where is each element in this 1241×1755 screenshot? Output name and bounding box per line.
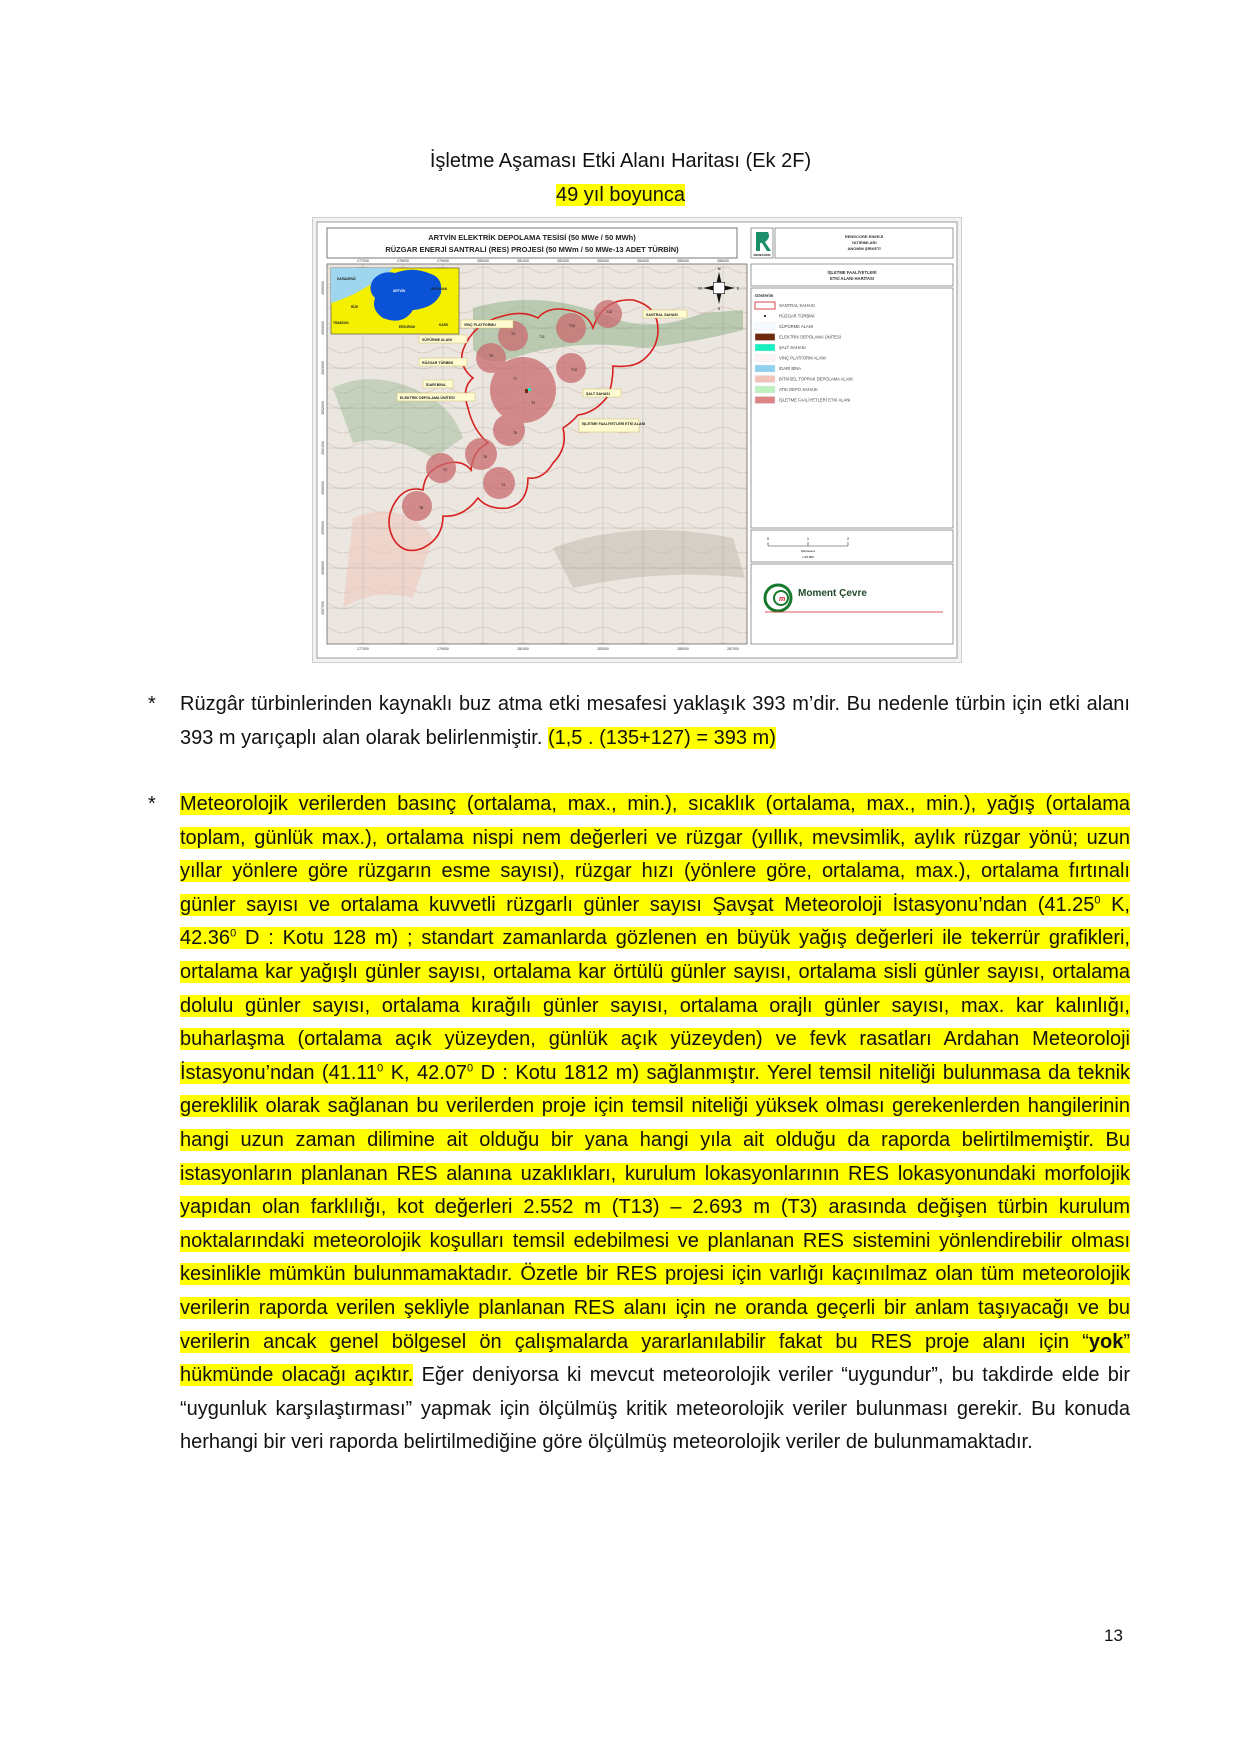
y-tick: 4561000 [321, 441, 325, 455]
y-tick: 4557000 [321, 601, 325, 615]
highlighted-text: D : Kotu 1812 m) sağlanmıştır. Yerel temsil niteliği bulunmasa da teknik gereklilik olarak sağlanan bu verilerden proje için temsil niteliği yüksek olması gerekenlerden hangilerinin hangi uzun zaman dilimine ait olduğu bir yana hangi yıla ait olduğu da raporda belirtilmemiştir. Bu istasyonların planlanan RES alanına uzaklıkları, kurulum lokasyonlarının RES lokasyonundaki morfolojik yapıdan olan farklılığı, kot değerleri 2.552 m (T13) – 2.693 m (T3) arasında değişen türbin kurulum noktalarındaki meteorolojik koşulları temsil edebilmesi ve planlanan RES sistemini yönlendirebilir olması kesinlikle mümkün bulunmamaktadır. Özetle bir RES projesi için varlığı kaçınılmaz olan tüm meteorolojik verilerin raporda verilen şekliyle planlanan RES alanı için ne oranda geçerli bir anlam taşıyacağı ve bu verilerin ancak genel bölgesel ön çalışmalarda yararlanılabilir fakat bu RES proje alanı için “ [180, 1061, 1131, 1353]
legend-item [755, 376, 853, 383]
map-title-box [751, 264, 953, 286]
bullet-marker: * [148, 793, 156, 815]
paragraph-ice-throw [180, 688, 1130, 755]
x-tick: 278000 [397, 259, 409, 263]
company-name-line: RENECORE ENERJİ [844, 234, 884, 239]
inset-label: KARS [439, 323, 449, 327]
callout-label: İŞLETME FAALİYETLERİ ETKİ ALANI [582, 422, 646, 426]
paragraph-text: Rüzgâr türbinlerinden kaynaklı buz atma etki mesafesi yaklaşık 393 m’dir. Bu nedenle türbin için etki alanı 393 m yarıçaplı alan olarak belirlenmiştir. [180, 693, 1130, 749]
turbine-label: T1 [511, 332, 516, 336]
x-tick: 284000 [637, 259, 649, 263]
legend-label: SÜPÜRME ALANI [779, 324, 813, 329]
plain-text: Eğer deniyorsa ki mevcut meteorolojik veriler “uygundur”, bu takdirde elde bir “uygunluk karşılaştırması” yapmak için ölçülmüş kritik meteorolojik veriler bulunması gerekir. Bu konuda herhangi bir veri raporda belirtilmediğine göre ölçülmüş meteorolojik veriler de bulunmamaktadır. [180, 1364, 1130, 1454]
legend-label: ATIK DEPO SAHASI [779, 387, 818, 392]
scale-unit: Kilometers [800, 549, 816, 553]
highlighted-text: K, 42.36 [180, 893, 1130, 950]
legend-swatch [755, 302, 775, 309]
degree-sup: 0 [467, 1062, 474, 1075]
x-tick: 283000 [597, 259, 609, 263]
turbine-label: T8 [419, 506, 424, 510]
location-inset-map [331, 268, 459, 334]
highlighted-text: ” hükmünde olacağı açıktır. [180, 1330, 1130, 1387]
legend-label: RÜZGAR TÜRBİNİ [779, 313, 815, 319]
company-logo-text: RENECORE [753, 253, 771, 257]
page-number: 13 [1104, 1626, 1123, 1645]
inset-label: ARTVİN [393, 289, 405, 293]
x-tick: 280000 [477, 259, 489, 263]
paragraph-meteorology [180, 788, 1130, 1460]
highlighted-text: Meteorolojik verilerden basınç (ortalama, max., min.), sıcaklık (ortalama, max., min.), yağış (ortalama toplam, günlük max.), ortalama nispi nem değerleri ve rüzgar (yıllık, mevsimlik, aylık rüzgar yönü; uzun yıllar yönlere göre rüzgarın esme sayısı), rüzgar hızı (yönlere göre, ortalama, max.), ortalama fırtınalı günler sayısı ve ortalama kuvvetli rüzgarlı günler sayısı Şavşat Meteoroloji İstasyonu’ndan (41.25 [180, 793, 1130, 916]
x-tick: 277000 [357, 647, 369, 651]
callout-label: İDARİ BİNA [426, 383, 446, 387]
legend-swatch [755, 323, 775, 330]
inset-label: RİZE [351, 305, 359, 309]
degree-sup: 0 [377, 1062, 384, 1075]
legend-swatch [755, 344, 775, 351]
turbine-label: T10 [571, 368, 578, 372]
consultant-name: Moment Çevre [798, 588, 867, 599]
impact-circle [465, 438, 497, 470]
superscript-degree [1094, 894, 1100, 916]
legend-item [755, 397, 850, 404]
compass-e: E [736, 285, 740, 291]
inset-label: ERZURUM [399, 325, 415, 329]
x-tick: 277000 [357, 259, 369, 263]
highlighted-text: K, 42.07 [383, 1061, 468, 1084]
x-tick: 279000 [437, 259, 449, 263]
legend-label: BİTKİSEL TOPRAK DEPOLAMA ALANI [779, 376, 853, 382]
legend-item [755, 302, 815, 309]
callout-label: SÜPÜRME ALANI [422, 338, 452, 342]
legend-swatch [755, 334, 775, 341]
y-tick: 4560000 [321, 481, 325, 495]
legend-swatch [764, 315, 766, 317]
x-tick: 285000 [677, 259, 689, 263]
scale-tick: 1 [807, 537, 809, 541]
callout-label: VİNÇ PLATFORMU [464, 323, 496, 327]
y-tick: 4564000 [321, 321, 325, 335]
legend-item [755, 365, 801, 372]
x-tick: 287000 [727, 647, 739, 651]
switchyard-marker [528, 388, 531, 391]
turbine-label: T2 [443, 468, 448, 472]
impact-circle [402, 491, 432, 521]
legend-swatch [755, 397, 775, 404]
callout-label: RÜZGAR TÜRBİNİ [422, 361, 453, 365]
impact-circle [490, 357, 556, 423]
map-title-line: ETKİ ALANI HARİTASI [830, 276, 874, 281]
callout-label: SANTRAL SAHASI [646, 313, 678, 317]
turbine-label: T12 [569, 324, 576, 328]
compass-w: W [698, 285, 702, 291]
degree-sup: 0 [230, 927, 237, 940]
legend-label: İŞLETME FAALİYETLERİ ETKİ ALANI [779, 397, 851, 403]
impact-circle [426, 453, 456, 483]
turbine-label: T7 [513, 377, 518, 381]
turbine-label: T3 [531, 401, 536, 405]
inset-label: TRABZON [333, 321, 349, 325]
legend-swatch [755, 365, 775, 372]
x-tick: 279000 [437, 647, 449, 651]
turbine-label: T13 [606, 310, 613, 314]
compass-s: S [717, 306, 721, 311]
legend-swatch [755, 386, 775, 393]
legend-item [755, 323, 813, 330]
legend-title: Gösterim [755, 293, 774, 298]
legend-item [755, 386, 818, 393]
scale-tick: 2 [847, 537, 849, 541]
company-name-line: ANONİM ŞİRKETİ [847, 246, 881, 251]
map-title-line: İŞLETME FAALİYETLERİ [827, 270, 877, 275]
legend-item [755, 344, 806, 351]
inset-label: KARADENİZ [337, 277, 356, 281]
turbine-label: T4 [501, 483, 506, 487]
legend-label: İDARİ BİNA [779, 366, 802, 371]
y-tick: 4563000 [321, 361, 325, 375]
callout-label: ELEKTRİK DEPOLAMA ÜNİTESİ [400, 396, 455, 400]
legend-label: VİNÇ PLATFORM ALANI [779, 355, 826, 361]
x-tick: 286000 [717, 259, 729, 263]
y-tick: 4559000 [321, 521, 325, 535]
impact-circle [483, 467, 515, 499]
bold-word: yok [1088, 1330, 1124, 1353]
compass-n: N [717, 266, 721, 271]
legend-label: ELEKTRİK DEPOLAMA ÜNİTESİ [779, 334, 842, 340]
map-caption-subtitle [0, 184, 1241, 207]
storage-unit-marker [525, 389, 528, 393]
turbine-label: T9 [489, 354, 494, 358]
scale-ratio: 1:25.000 [802, 555, 814, 559]
x-tick: 281000 [517, 259, 529, 263]
bullet-marker: * [148, 693, 156, 715]
degree-sup: 0 [1094, 894, 1101, 907]
y-tick: 4565000 [321, 281, 325, 295]
turbine-label: T11 [539, 335, 545, 339]
scale-tick: 0 [767, 537, 769, 541]
x-tick: 282000 [557, 259, 569, 263]
legend-item [755, 355, 826, 362]
legend-label: ŞALT SAHASI [779, 345, 806, 350]
impact-circle [556, 313, 586, 343]
map-header-line2: RÜZGAR ENERJİ SANTRALİ (RES) PROJESİ (50 MWm / 50 MWe-13 ADET TÜRBİN) [385, 245, 679, 254]
highlighted-formula: (1,5 . (135+127) = 393 m) [547, 726, 776, 749]
turbine-label: T5 [513, 431, 518, 435]
x-tick: 285000 [677, 647, 689, 651]
legend-item [755, 334, 841, 341]
impact-circle [594, 300, 622, 328]
x-tick: 281000 [517, 647, 529, 651]
legend-label: SANTRAL SAHASI [779, 303, 815, 308]
impact-area-map [312, 217, 962, 663]
company-name-line: YATIRIMLARI [851, 240, 877, 245]
impact-circle [493, 414, 525, 446]
highlighted-subtitle: 49 yıl boyunca [556, 184, 685, 206]
legend-swatch [755, 376, 775, 383]
legend-swatch [755, 355, 775, 362]
y-tick: 4558000 [321, 561, 325, 575]
turbine-label: T6 [483, 455, 488, 459]
svg-text:m: m [779, 596, 786, 603]
callout-label: ŞALT SAHASI [586, 392, 610, 396]
bold-emphasis [1089, 1331, 1123, 1353]
highlighted-text: D : Kotu 128 m) ; standart zamanlarda gözlenen en büyük yağış değerleri ile tekerrür grafikleri, ortalama kar yağışlı günler sayısı, ortalama kar örtülü günler sayısı, ortalama sisli günler sayısı, ortalama dolulu günler sayısı, ortalama kırağılı günler sayısı, ortalama orajlı günler sayısı, max. kar kalınlığı, buharlaşma (ortalama açık yüzeyden, günlük açık yüzeyden) ve fevk rasatları Ardahan Meteoroloji İstasyonu’ndan (41.11 [180, 927, 1130, 1084]
map-header-line1: ARTVİN ELEKTRİK DEPOLAMA TESİSİ (50 MWe / 50 MWh) [428, 233, 636, 242]
x-tick: 283000 [597, 647, 609, 651]
y-tick: 4562000 [321, 401, 325, 415]
inset-label: ARDAHAN [431, 287, 448, 291]
map-caption-title: İşletme Aşaması Etki Alanı Haritası (Ek 2F) [429, 150, 812, 172]
